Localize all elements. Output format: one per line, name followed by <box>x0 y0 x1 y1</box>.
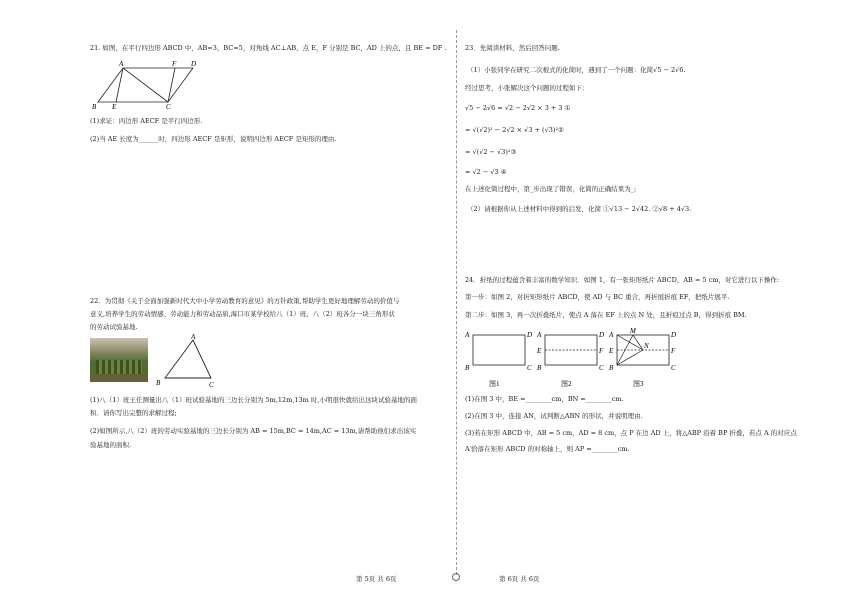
q24-step2: 第二步：如图 3，再一次折叠纸片，使点 A 落在 EF 上的点 N 处，且折痕过点 B，得到折痕 BM. <box>465 311 747 319</box>
q23-step1: √5 − 2√6 = √2 − 2√2 × 3 + 3 ① <box>465 104 571 112</box>
fig2-caption: 图2 <box>561 380 572 388</box>
label-b: B <box>92 103 97 110</box>
fig1-label-c: C <box>527 364 532 372</box>
fig2-label-b: B <box>537 364 542 372</box>
fig3-segment-an <box>617 335 643 350</box>
q23-question: 在上述化简过程中，第_步出现了错误，化简的正确结果为_; <box>465 185 637 193</box>
label-c: C <box>209 381 214 388</box>
fig2-label-a: A <box>537 331 542 339</box>
q22-part2-line2: 验基地的面积. <box>90 441 132 449</box>
label-d: D <box>191 60 197 68</box>
q24-step1: 第一步：如图 2，对折矩形纸片 ABCD，使 AD 与 BC 重合，再折展折痕 EF，把纸片展平. <box>465 293 730 301</box>
q22-part1-line1: (1)八（1）班王任测量出八（1）班试验基地的三边长分别为 5m,12m,13m 时,小明很快就给出这块试验基地的面 <box>90 396 417 404</box>
label-c: C <box>166 103 171 110</box>
q24-part3-line1: (3)若在矩形 ABCD 中，AB = 5 cm，AD = 8 cm，点 P 在边 AD 上，将△ABP 沿着 BP 折叠，若点 A 的对应点 <box>465 429 797 437</box>
fig1-caption: 图1 <box>489 380 500 388</box>
q23-intro: 经过思考，小张解决这个问题的过程如下： <box>465 84 589 92</box>
fig3-label-f: F <box>671 347 676 355</box>
fig3-label-m: M <box>630 327 636 335</box>
label-b: B <box>156 379 161 387</box>
fig3-label-c: C <box>671 364 676 372</box>
q21-stem: 21. 如图，在平行四边形 ABCD 中，AB=3，BC=5，对角线 AC⊥AB，点 E，F 分别是 BC，AD 上的点，且 BE = DF . <box>90 44 447 52</box>
page-number-left: 第 5页 共 6页 <box>356 575 397 583</box>
fig3-segment-mn <box>633 335 643 350</box>
fig3-caption: 图3 <box>633 380 644 388</box>
triangle-abc <box>165 340 211 378</box>
fig3-label-n: N <box>644 342 649 350</box>
page-6 <box>430 0 860 608</box>
page-number-right: 第 6页 共 6页 <box>499 575 540 583</box>
label-e: E <box>112 103 117 110</box>
q24-part3-line2: A′恰落在矩形 ABCD 的对称轴上，则 AP =________cm. <box>465 445 630 453</box>
fig2-label-e: E <box>537 347 542 355</box>
fig1-label-b: B <box>465 364 470 372</box>
fig3-label-e: E <box>609 347 614 355</box>
q23-part1: （1）小张同学在研究二次根式的化简时，遇到了一个问题：化简√5 − 2√6. <box>467 66 686 74</box>
fig2-label-d: D <box>599 331 605 339</box>
q22-part2-line1: (2)如图所示,八（2）班的劳动实验基地的三边长分别为 AB = 15m,BC = 14m,AC = 13m,请帮助他们求出该实 <box>90 427 417 435</box>
q23-part2: （2）请根据你从上述材料中得到的启发，化简 ①√13 − 2√42. ②√8 + 4√3. <box>467 205 692 213</box>
fig1-rectangle <box>473 335 525 365</box>
q23-step4: = √2 − √3 ④ <box>465 168 507 176</box>
q21-parallelogram-figure <box>88 58 198 110</box>
fig1-label-a: A <box>465 331 470 339</box>
fig3-label-b: B <box>609 364 614 372</box>
q24-figures <box>463 325 683 391</box>
q22-stem-line2: 意义,培养学生的劳动情感、劳动能力和劳动品质,海口市某学校给八（1）班、八（2）班各分一块三角形状 <box>90 310 395 318</box>
label-f: F <box>172 60 177 68</box>
q22-part1-line2: 积．请你写出完整的求解过程; <box>90 409 177 417</box>
q24-part2: (2)在图 3 中，连接 AN，试判断△ABN 的形状，并说明理由. <box>465 412 643 420</box>
fig1-label-d: D <box>527 331 533 339</box>
q22-stem-line3: 的劳动试验基地. <box>90 323 138 331</box>
farm-photo <box>90 338 148 382</box>
q23-step3: = √(√2 − √3)²③ <box>465 148 517 156</box>
fig3-label-d: D <box>671 331 677 339</box>
q24-part1: (1)在图 3 中，BE =________cm，BN =________cm. <box>465 395 624 403</box>
label-a: A <box>119 60 124 68</box>
q22-stem-line1: 22．为贯彻《关于全面加强新时代大中小学劳动教育的意见》的方针政策,帮助学生更好地理解劳动的价值与 <box>90 297 400 305</box>
label-a: A <box>191 333 196 341</box>
fig3-label-a: A <box>609 331 614 339</box>
diagonal-ac <box>123 68 168 102</box>
q23-step2: = √(√2)² − 2√2 × √3 + (√3)²② <box>465 126 564 134</box>
q21-part2: (2)当 AE 长度为______时，四边形 AECF 是矩形，说明四边形 AECF 是矩形的理由. <box>90 135 337 143</box>
q23-stem: 23．先阅读材料，然后回答问题. <box>465 44 560 52</box>
fig2-label-c: C <box>599 364 604 372</box>
q24-stem: 24．折纸的过程蕴含着丰富的数学知识．如图 1，有一张矩形纸片 ABCD，AB = 5 cm，对它进行以下操作: <box>465 276 780 284</box>
fig2-label-f: F <box>599 347 604 355</box>
q21-part1: (1)求证：四边形 AECF 是平行四边形. <box>90 117 203 125</box>
q22-triangle-figure <box>153 332 223 388</box>
